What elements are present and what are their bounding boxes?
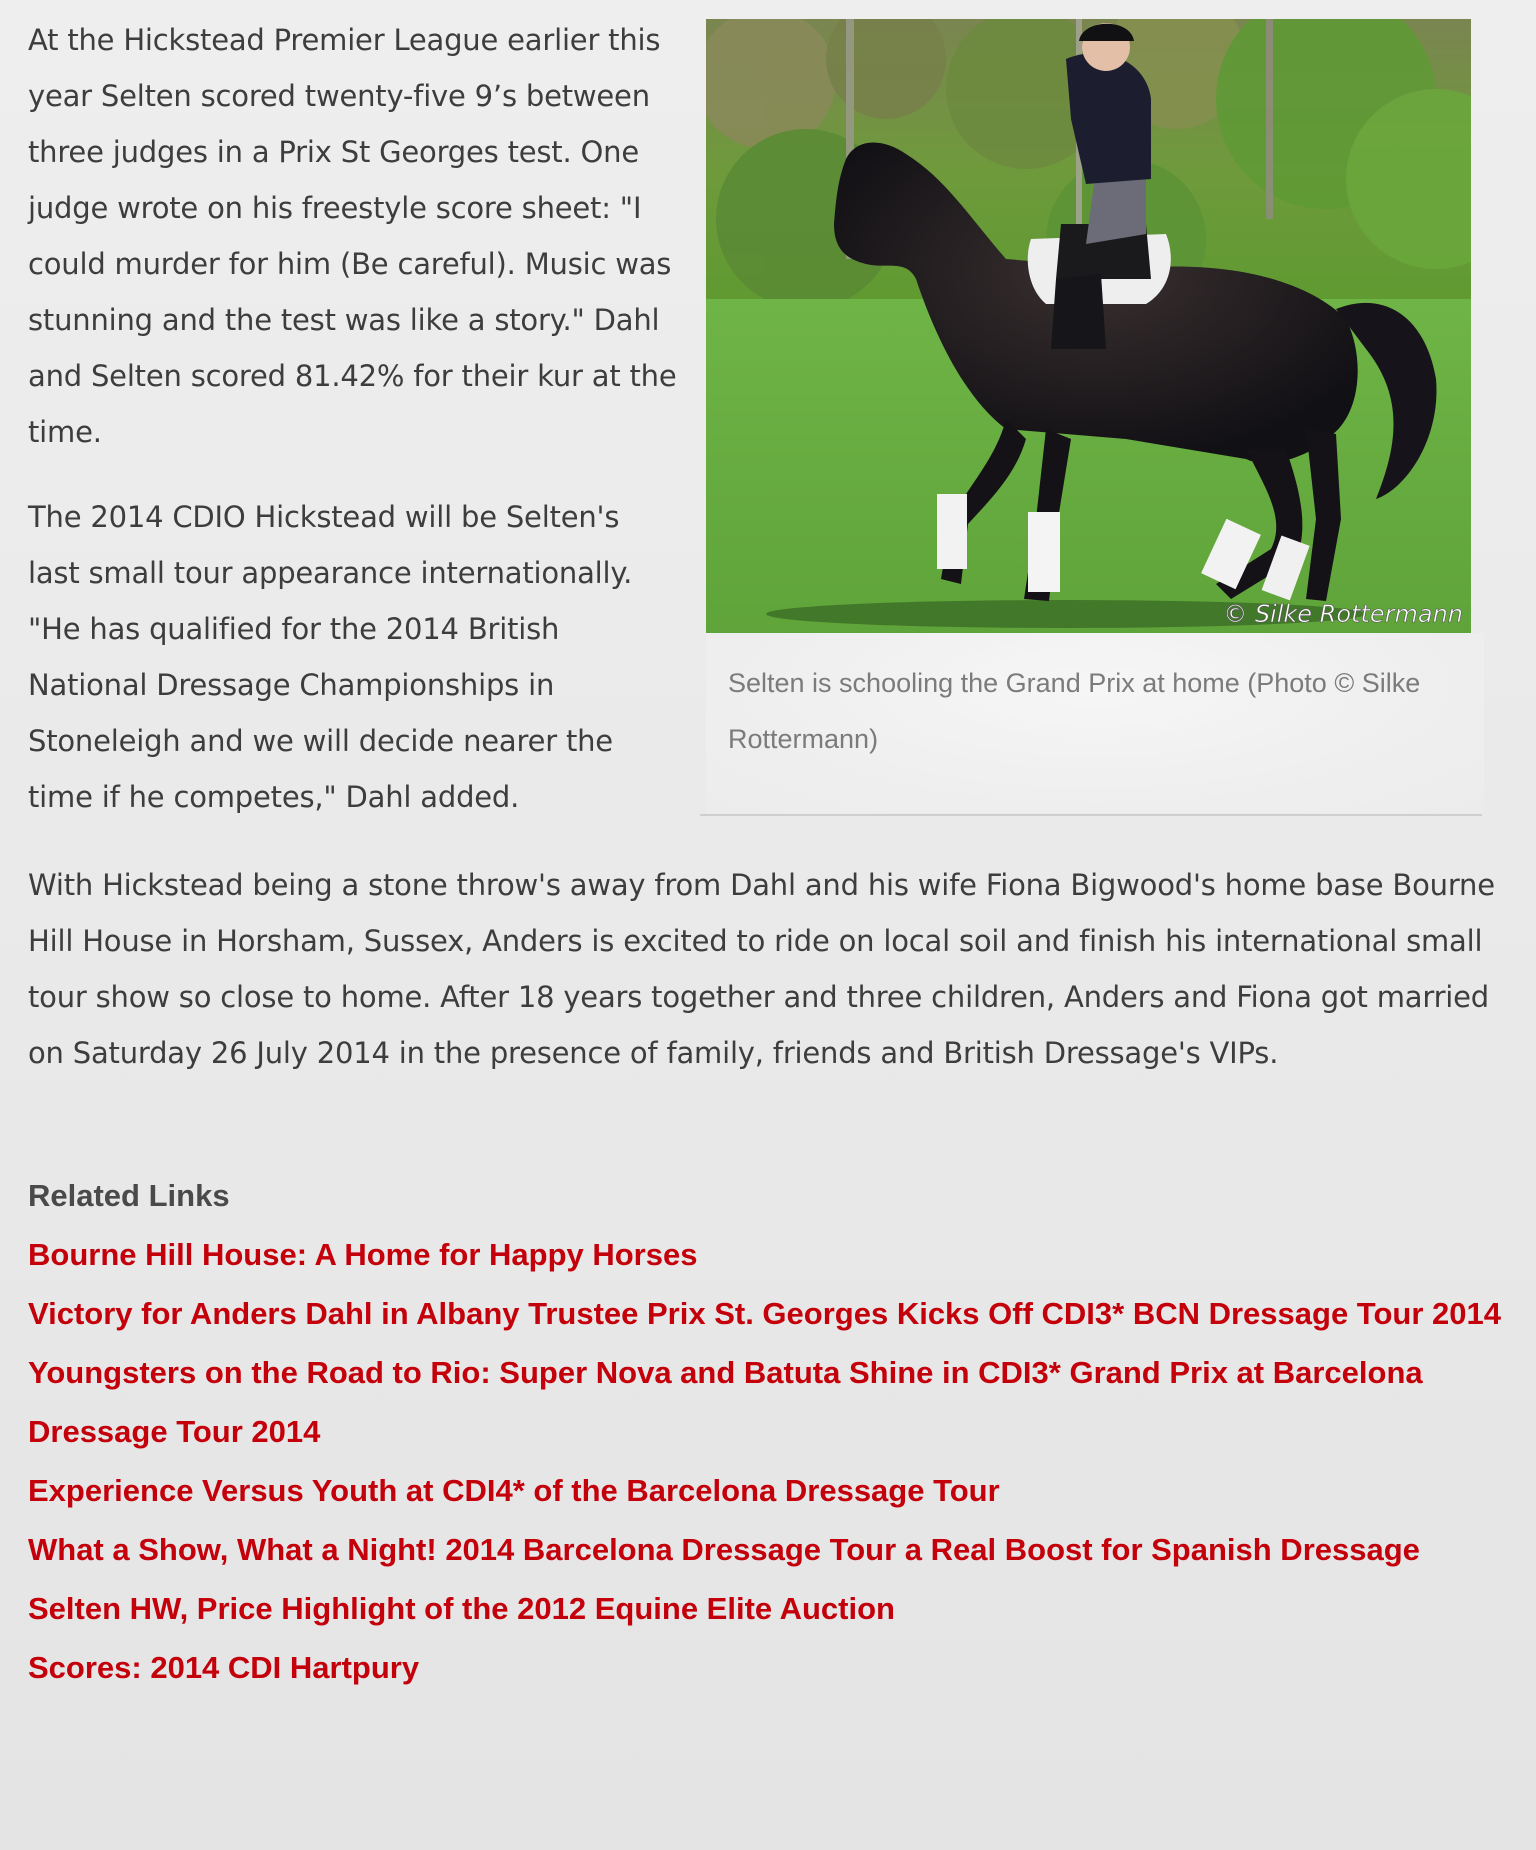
related-link-item [28, 1461, 1508, 1520]
related-link[interactable]: What a Show, What a Night! 2014 Barcelona Dressage Tour a Real Boost for Spanish Dressage [28, 1532, 1420, 1567]
article-paragraph: The 2014 CDIO Hickstead will be Selten's last small tour appearance internationally. "He has qualified for the 2014 British National Dressage Championships in Stoneleigh and we will decide nearer the time if he competes," Dahl added. [28, 500, 633, 814]
article-left-column [28, 12, 678, 825]
related-link[interactable]: Selten HW, Price Highlight of the 2012 Equine Elite Auction [28, 1591, 895, 1626]
photo-figure [706, 19, 1484, 816]
figure-divider [700, 814, 1482, 816]
article-paragraph: At the Hickstead Premier League earlier this year Selten scored twenty-five 9’s between three judges in a Prix St Georges test. One judge wrote on his freestyle score sheet: "I could murder for him (Be careful). Music was stunning and the test was like a story." Dahl and Selten scored 81.42% for their kur at the time. [28, 23, 677, 449]
related-link[interactable]: Victory for Anders Dahl in Albany Trustee Prix St. Georges Kicks Off CDI3* BCN Dressage Tour 2014 [28, 1296, 1501, 1331]
related-link[interactable]: Experience Versus Youth at CDI4* of the Barcelona Dressage Tour [28, 1473, 1000, 1508]
horse-photo [706, 19, 1471, 633]
related-link-item [28, 1579, 1508, 1638]
article-paragraph: With Hickstead being a stone throw's away from Dahl and his wife Fiona Bigwood's home base Bourne Hill House in Horsham, Sussex, Anders is excited to ride on local soil and finish his international small tour show so close to home. After 18 years together and three children, Anders and Fiona got married on Saturday 26 July 2014 in the presence of family, friends and British Dressage's VIPs. [28, 868, 1495, 1070]
photo-caption: Selten is schooling the Grand Prix at home (Photo © Silke Rottermann) [728, 668, 1421, 754]
related-link-item [28, 1343, 1508, 1461]
related-link[interactable]: Youngsters on the Road to Rio: Super Nova and Batuta Shine in CDI3* Grand Prix at Barcelona Dressage Tour 2014 [28, 1355, 1423, 1449]
related-links-section [28, 1166, 1508, 1697]
related-link-item [28, 1284, 1508, 1343]
related-link[interactable]: Bourne Hill House: A Home for Happy Horses [28, 1237, 698, 1272]
related-links-list [28, 1225, 1508, 1697]
related-link-item [28, 1520, 1508, 1579]
related-link[interactable]: Scores: 2014 CDI Hartpury [28, 1650, 420, 1685]
photo-watermark: © Silke Rottermann [1223, 600, 1463, 628]
related-link-item [28, 1638, 1508, 1697]
related-link-item [28, 1225, 1508, 1284]
related-links-heading: Related Links [28, 1178, 230, 1213]
